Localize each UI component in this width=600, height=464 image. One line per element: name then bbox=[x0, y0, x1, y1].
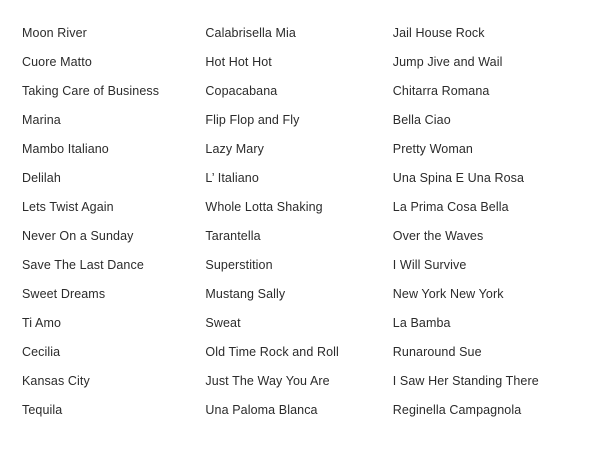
list-item: Jail House Rock bbox=[392, 25, 485, 40]
list-item: Una Paloma Blanca bbox=[205, 402, 318, 417]
list-item: Sweet Dreams bbox=[22, 286, 106, 301]
list-item: Pretty Woman bbox=[392, 141, 473, 156]
list-item: Chitarra Romana bbox=[392, 83, 490, 98]
list-item: La Bamba bbox=[392, 315, 451, 330]
list-item: Sweat bbox=[205, 315, 241, 330]
list-item: Flip Flop and Fly bbox=[205, 112, 300, 127]
list-item: Mambo Italiano bbox=[22, 141, 109, 156]
list-item: Jump Jive and Wail bbox=[392, 54, 503, 69]
list-item: Copacabana bbox=[205, 83, 278, 98]
list-item: Never On a Sunday bbox=[22, 228, 134, 243]
list-item: Una Spina E Una Rosa bbox=[392, 170, 525, 185]
list-item: Marina bbox=[22, 112, 61, 127]
song-column-1 bbox=[10, 18, 205, 424]
list-item: Calabrisella Mia bbox=[205, 25, 296, 40]
list-item: Hot Hot Hot bbox=[205, 54, 272, 69]
list-item: Mustang Sally bbox=[205, 286, 286, 301]
list-item: I Will Survive bbox=[392, 257, 467, 272]
list-item: Superstition bbox=[205, 257, 273, 272]
list-item: Old Time Rock and Roll bbox=[205, 344, 339, 359]
list-item: Whole Lotta Shaking bbox=[205, 199, 323, 214]
list-item: Runaround Sue bbox=[392, 344, 482, 359]
list-item: Cuore Matto bbox=[22, 54, 92, 69]
list-item: Taking Care of Business bbox=[22, 83, 160, 98]
list-item: Reginella Campagnola bbox=[392, 402, 522, 417]
list-item: Delilah bbox=[22, 170, 61, 185]
song-column-2 bbox=[205, 18, 392, 424]
list-item: Moon River bbox=[22, 25, 87, 40]
list-item: Tequila bbox=[22, 402, 63, 417]
song-column-3 bbox=[393, 18, 590, 424]
list-item: New York New York bbox=[392, 286, 504, 301]
list-item: Kansas City bbox=[22, 373, 90, 388]
list-item: Cecilia bbox=[22, 344, 61, 359]
list-item: La Prima Cosa Bella bbox=[392, 199, 509, 214]
list-item: I Saw Her Standing There bbox=[392, 373, 539, 388]
list-item: Over the Waves bbox=[392, 228, 484, 243]
list-item: Bella Ciao bbox=[392, 112, 451, 127]
list-item: Save The Last Dance bbox=[22, 257, 144, 272]
list-item: Tarantella bbox=[205, 228, 261, 243]
list-item: L’ Italiano bbox=[205, 170, 259, 185]
song-columns bbox=[10, 18, 590, 424]
list-item: Just The Way You Are bbox=[205, 373, 330, 388]
list-item: Ti Amo bbox=[22, 315, 62, 330]
list-item: Lets Twist Again bbox=[22, 199, 114, 214]
list-item: Lazy Mary bbox=[205, 141, 264, 156]
